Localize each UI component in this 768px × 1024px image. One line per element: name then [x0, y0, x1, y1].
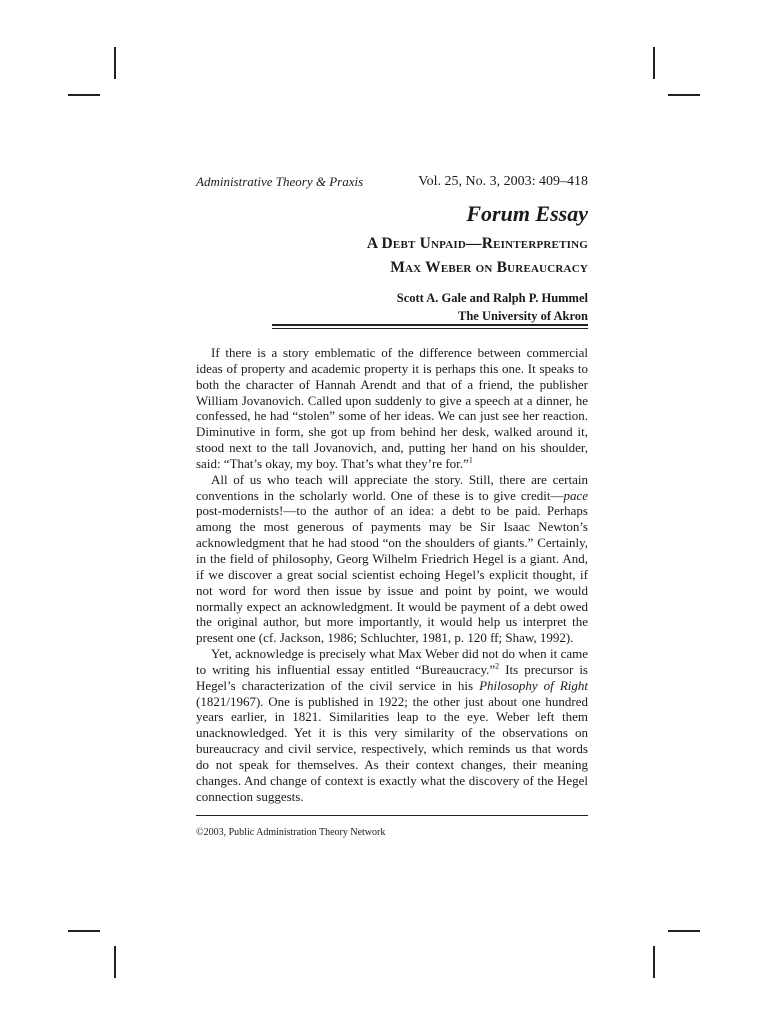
book-title: Philosophy of Right [479, 677, 588, 693]
title-rule [272, 324, 588, 326]
title-line-1: A Debt Unpaid—Reinterpreting [366, 235, 588, 252]
footnote-ref-2[interactable]: 2 [495, 661, 500, 671]
paragraph-3 [196, 646, 588, 804]
body-text [196, 345, 588, 804]
crop-mark-top-right [653, 47, 655, 79]
author-affiliation: The University of Akron [458, 309, 588, 323]
crop-mark-bottom-right [668, 930, 700, 932]
footer-rule [196, 815, 588, 816]
crop-mark-top-right [668, 94, 700, 96]
crop-mark-bottom-left [68, 930, 100, 932]
crop-mark-top-left [114, 47, 116, 79]
crop-mark-top-left [68, 94, 100, 96]
footnote-ref-1[interactable]: 1 [468, 455, 473, 465]
paragraph-2-text-b: post-modernists!—to the author of an idea: a debt to be paid. Perhaps among the most generous of payments may be Sir Isaac Newton’s acknowledgment that he had stood “on the shoulders of giants.” Certainly, in the field of philosophy, Georg Wilhelm Friedrich Hegel is a giant. And, if we discover a great social scientist echoing Hegel’s explicit thought, if not word for word then issue by issue and point by point, we would normally expect an acknowledgment. It would be payment of a debt owed the original author, but more importantly, it would help us interpret the present one (cf. Jackson, 1986; Schluchter, 1981, p. 120 ff; Shaw, 1992). [196, 503, 588, 646]
paragraph-3-text-c: (1821/1967). One is published in 1922; the other just about one hundred years earlier, in 1821. Similarities leap to the eye. Weber left them unacknowledged. Yet it is this very similarity of the observations on bureaucracy and civil service, respectively, which reminds us that words do not speak for themselves. As their context changes, their meaning changes. And change of context is exactly what the discovery of the Hegel connection suggests. [196, 693, 588, 804]
paragraph-1-text: If there is a story emblematic of the difference between commercial ideas of property and academic property it is perhaps this one. It speaks to both the character of Hannah Arendt and that of a friend, the publisher William Jovanovich. Called upon suddenly to give a speech at a dinner, he confessed, he had “stolen” some of her ideas. We can just see her reaction. Diminutive in form, she got up from behind her desk, walked around it, stood next to the tall Jovanovich, and, putting her hand on his shoulder, said: “That’s okay, my boy. That’s what they’re for.” [196, 345, 588, 471]
paragraph-2 [196, 472, 588, 646]
volume-info: Vol. 25, No. 3, 2003: 409–418 [418, 174, 588, 189]
paragraph-1 [196, 345, 588, 472]
paragraph-3-text-b: Its precursor is Hegel’s characterization of the civil service in his [196, 661, 588, 693]
title-rule-thin [272, 328, 588, 329]
article-title [367, 232, 588, 280]
journal-name: Administrative Theory & Praxis [196, 174, 364, 189]
copyright-notice: ©2003, Public Administration Theory Network [196, 827, 386, 838]
author-block [397, 289, 588, 325]
crop-mark-bottom-left [114, 946, 116, 978]
crop-mark-bottom-right [653, 946, 655, 978]
italic-pace: pace [563, 487, 588, 503]
section-label: Forum Essay [466, 201, 588, 226]
author-names: Scott A. Gale and Ralph P. Hummel [396, 291, 588, 305]
paragraph-2-text-a: All of us who teach will appreciate the story. Still, there are certain conventions in the scholarly world. One of these is to give credit— [196, 471, 588, 503]
title-line-2: Max Weber on Bureaucracy [390, 259, 588, 276]
paragraph-3-text-a: Yet, acknowledge is precisely what Max Weber did not do when it came to writing his influential essay entitled “Bureaucracy.” [196, 646, 588, 677]
